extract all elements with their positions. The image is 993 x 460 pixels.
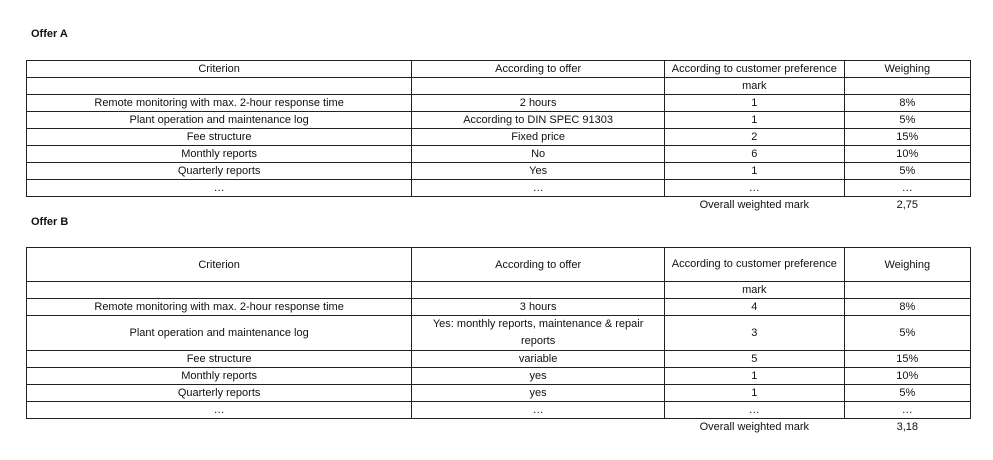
weighing-cell: 5% [844, 112, 970, 129]
offer-cell: 2 hours [412, 95, 665, 112]
offer-cell: yes [412, 368, 665, 385]
offer-cell: … [412, 402, 665, 419]
criterion-cell: Monthly reports [27, 368, 412, 385]
mark-cell: 5 [665, 351, 845, 368]
table-row [27, 180, 971, 197]
mark-cell: … [665, 180, 845, 197]
offer-cell: … [412, 180, 665, 197]
weighing-cell: 15% [844, 129, 970, 146]
mark-cell: 4 [665, 299, 845, 316]
offer-cell: Yes: monthly reports, maintenance & repair reports [412, 316, 665, 351]
empty-cell [844, 282, 970, 299]
empty-cell [844, 78, 970, 95]
header-according-to-offer: According to offer [412, 248, 665, 282]
offer-cell: No [412, 146, 665, 163]
subheader-mark: mark [665, 78, 845, 95]
table-row [27, 95, 971, 112]
header-row [27, 248, 971, 282]
overall-weighted-mark-value: 3,18 [896, 421, 918, 433]
offer-cell: 3 hours [412, 299, 665, 316]
criterion-cell: Plant operation and maintenance log [27, 112, 412, 129]
offer-cell: Yes [412, 163, 665, 180]
mark-cell: 1 [665, 112, 845, 129]
mark-cell: … [665, 402, 845, 419]
criterion-cell: … [27, 402, 412, 419]
table-row [27, 129, 971, 146]
header-row [27, 61, 971, 78]
header-according-to-customer: According to customer preference [665, 248, 845, 282]
criterion-cell: Fee structure [27, 129, 412, 146]
criterion-cell: Fee structure [27, 351, 412, 368]
table-row [27, 385, 971, 402]
overall-weighted-mark-label: Overall weighted mark [699, 421, 810, 433]
offer-cell: yes [412, 385, 665, 402]
weighing-cell: 5% [844, 316, 970, 351]
table-row [27, 112, 971, 129]
offer-cell: According to DIN SPEC 91303 [412, 112, 665, 129]
empty-cell [412, 78, 665, 95]
subheader-row [27, 282, 971, 299]
table-row [27, 368, 971, 385]
mark-cell: 2 [665, 129, 845, 146]
weighing-cell: … [844, 180, 970, 197]
weighing-cell: 15% [844, 351, 970, 368]
weighing-cell: 5% [844, 163, 970, 180]
mark-cell: 1 [665, 368, 845, 385]
criterion-cell: … [27, 180, 412, 197]
subheader-mark: mark [665, 282, 845, 299]
offer-a-table [26, 60, 971, 213]
header-weighing: Weighing [844, 61, 970, 78]
weighing-cell: 5% [844, 385, 970, 402]
weighing-cell: … [844, 402, 970, 419]
header-weighing: Weighing [844, 248, 970, 282]
mark-cell: 1 [665, 385, 845, 402]
header-criterion: Criterion [27, 61, 412, 78]
offer-b-table [26, 247, 971, 435]
criterion-cell: Quarterly reports [27, 385, 412, 402]
table-row [27, 146, 971, 163]
offer-cell: variable [412, 351, 665, 368]
weighing-cell: 8% [844, 95, 970, 112]
criterion-cell: Remote monitoring with max. 2-hour response time [27, 95, 412, 112]
overall-weighted-mark-value: 2,75 [896, 199, 918, 211]
table-row [27, 163, 971, 180]
offer-cell: Fixed price [412, 129, 665, 146]
table-row [27, 351, 971, 368]
mark-cell: 6 [665, 146, 845, 163]
weighing-cell: 8% [844, 299, 970, 316]
offer-a-title: Offer A [31, 28, 68, 40]
subheader-row [27, 78, 971, 95]
table-row [27, 402, 971, 419]
summary-row [27, 419, 971, 436]
criterion-cell: Quarterly reports [27, 163, 412, 180]
table-row [27, 316, 971, 351]
header-criterion: Criterion [27, 248, 412, 282]
mark-cell: 1 [665, 163, 845, 180]
empty-cell [412, 282, 665, 299]
criterion-cell: Remote monitoring with max. 2-hour response time [27, 299, 412, 316]
table-row [27, 299, 971, 316]
empty-cell [27, 282, 412, 299]
header-according-to-customer: According to customer preference [665, 61, 845, 78]
offer-b-title: Offer B [31, 216, 69, 228]
summary-row [27, 197, 971, 214]
overall-weighted-mark-label: Overall weighted mark [699, 199, 810, 211]
criterion-cell: Plant operation and maintenance log [27, 316, 412, 351]
mark-cell: 1 [665, 95, 845, 112]
criterion-cell: Monthly reports [27, 146, 412, 163]
weighing-cell: 10% [844, 146, 970, 163]
mark-cell: 3 [665, 316, 845, 351]
header-according-to-offer: According to offer [412, 61, 665, 78]
empty-cell [27, 78, 412, 95]
weighing-cell: 10% [844, 368, 970, 385]
